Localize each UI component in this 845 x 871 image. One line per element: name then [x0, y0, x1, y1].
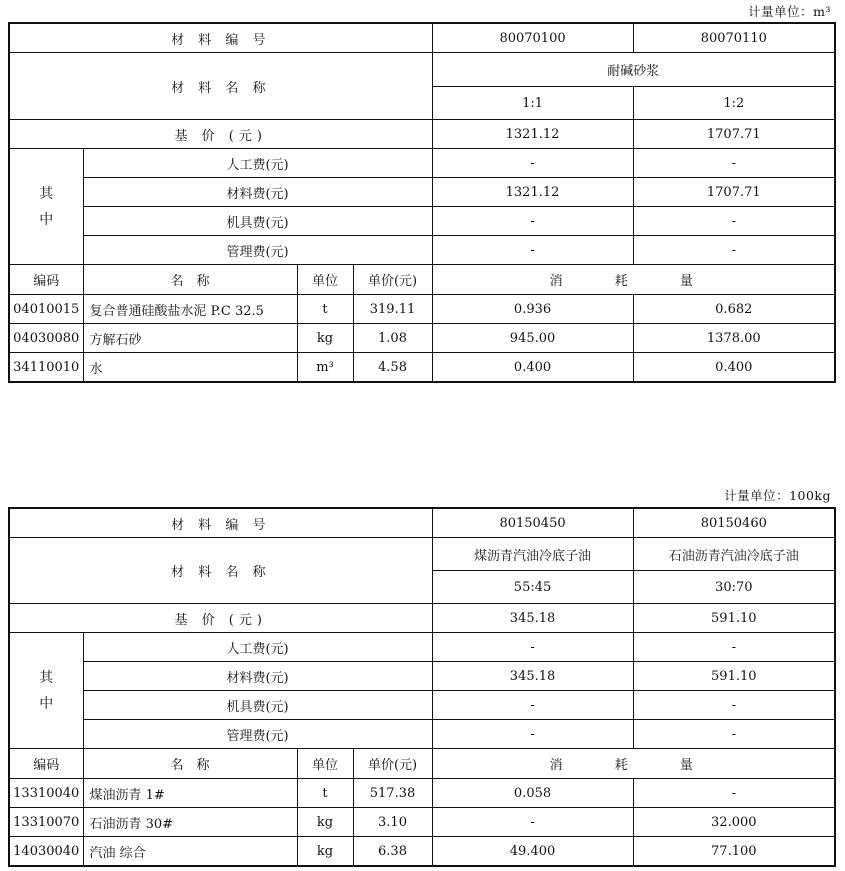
- material-code-label: 材 料 编 号: [9, 508, 432, 538]
- item-unit: t: [297, 779, 353, 808]
- fee-label: 人工费(元): [83, 149, 432, 178]
- material-code-cell: 80150450: [432, 508, 633, 538]
- item-consumption: 0.682: [633, 295, 835, 324]
- breakdown-row: [9, 207, 835, 236]
- item-unit: t: [297, 295, 353, 324]
- item-unit: m³: [297, 353, 353, 383]
- fee-label: 人工费(元): [83, 633, 432, 662]
- table-row: [9, 324, 835, 353]
- item-consumption: -: [432, 808, 633, 837]
- base-price-cell: 591.10: [633, 604, 835, 633]
- item-consumption: 1378.00: [633, 324, 835, 353]
- fee-value: -: [633, 149, 835, 178]
- breakdown-row: [9, 720, 835, 749]
- material-code-cell: 80070100: [432, 23, 633, 53]
- breakdown-label-top: 其: [39, 669, 54, 686]
- material-code-row: [9, 508, 835, 538]
- item-consumption: -: [633, 779, 835, 808]
- material-name-label: 材 料 名 称: [9, 53, 432, 120]
- material-code-row: [9, 23, 835, 53]
- material-name-label: 材 料 名 称: [9, 538, 432, 604]
- item-consumption: 0.936: [432, 295, 633, 324]
- material-name-row: [9, 53, 835, 87]
- fee-label: 材料费(元): [83, 662, 432, 691]
- breakdown-row: [9, 149, 835, 178]
- fee-value: -: [633, 207, 835, 236]
- item-price: 4.58: [353, 353, 432, 383]
- fee-value: 1707.71: [633, 178, 835, 207]
- material-name-row: [9, 538, 835, 571]
- fee-value: -: [432, 633, 633, 662]
- column-header-unit-price: 单价(元): [353, 749, 432, 779]
- fee-value: -: [432, 207, 633, 236]
- item-price: 3.10: [353, 808, 432, 837]
- item-name: 方解石砂: [83, 324, 297, 353]
- item-name: 复合普通硅酸盐水泥 P.C 32.5: [83, 295, 297, 324]
- column-header-code: 编码: [9, 265, 83, 295]
- fee-value: -: [432, 149, 633, 178]
- item-code: 04010015: [9, 295, 83, 324]
- item-price: 517.38: [353, 779, 432, 808]
- unit-note: 计量单位：100kg: [724, 488, 831, 503]
- item-price: 319.11: [353, 295, 432, 324]
- item-unit: kg: [297, 808, 353, 837]
- fee-value: -: [432, 691, 633, 720]
- breakdown-row: [9, 691, 835, 720]
- table-row: [9, 353, 835, 383]
- column-header-consumption: 消 耗 量: [432, 265, 835, 295]
- fee-value: -: [432, 720, 633, 749]
- item-code: 13310070: [9, 808, 83, 837]
- material-name-cell: 石油沥青汽油冷底子油: [633, 538, 835, 571]
- item-code: 34110010: [9, 353, 83, 383]
- column-header-row: [9, 749, 835, 779]
- table-row: [9, 779, 835, 808]
- breakdown-row: [9, 633, 835, 662]
- material-code-label: 材 料 编 号: [9, 23, 432, 53]
- base-price-row: [9, 604, 835, 633]
- item-name: 煤油沥青 1#: [83, 779, 297, 808]
- fee-value: 1321.12: [432, 178, 633, 207]
- column-header-unit: 单位: [297, 749, 353, 779]
- column-header-name: 名 称: [83, 265, 297, 295]
- breakdown-label-bottom: 中: [39, 695, 54, 712]
- material-code-cell: 80070110: [633, 23, 835, 53]
- material-spec-cell: 30:70: [633, 571, 835, 604]
- material-spec-cell: 55:45: [432, 571, 633, 604]
- fee-label: 管理费(元): [83, 720, 432, 749]
- item-consumption: 77.100: [633, 837, 835, 867]
- base-price-cell: 1321.12: [432, 120, 633, 149]
- item-consumption: 0.400: [432, 353, 633, 383]
- fee-label: 管理费(元): [83, 236, 432, 265]
- column-header-consumption: 消 耗 量: [432, 749, 835, 779]
- base-price-cell: 1707.71: [633, 120, 835, 149]
- item-price: 6.38: [353, 837, 432, 867]
- material-spec-cell: 1:2: [633, 87, 835, 120]
- table-row: [9, 295, 835, 324]
- rate-table-primer: [8, 507, 836, 867]
- table-row: [9, 808, 835, 837]
- base-price-label: 基 价 (元): [9, 604, 432, 633]
- fee-value: -: [633, 633, 835, 662]
- breakdown-label: [9, 633, 83, 749]
- column-header-unit: 单位: [297, 265, 353, 295]
- column-header-row: [9, 265, 835, 295]
- column-header-code: 编码: [9, 749, 83, 779]
- item-unit: kg: [297, 837, 353, 867]
- item-consumption: 49.400: [432, 837, 633, 867]
- fee-label: 材料费(元): [83, 178, 432, 207]
- fee-label: 机具费(元): [83, 691, 432, 720]
- item-name: 石油沥青 30#: [83, 808, 297, 837]
- fee-value: -: [633, 236, 835, 265]
- material-group-name: 耐碱砂浆: [432, 53, 835, 87]
- item-consumption: 32.000: [633, 808, 835, 837]
- fee-value: 591.10: [633, 662, 835, 691]
- item-consumption: 0.058: [432, 779, 633, 808]
- breakdown-row: [9, 236, 835, 265]
- table-row: [9, 837, 835, 867]
- item-price: 1.08: [353, 324, 432, 353]
- item-code: 04030080: [9, 324, 83, 353]
- item-name: 水: [83, 353, 297, 383]
- material-code-cell: 80150460: [633, 508, 835, 538]
- column-header-unit-price: 单价(元): [353, 265, 432, 295]
- base-price-row: [9, 120, 835, 149]
- breakdown-label-top: 其: [39, 185, 54, 202]
- unit-note: 计量单位：m³: [748, 4, 831, 19]
- item-name: 汽油 综合: [83, 837, 297, 867]
- material-name-cell: 煤沥青汽油冷底子油: [432, 538, 633, 571]
- fee-label: 机具费(元): [83, 207, 432, 236]
- breakdown-row: [9, 662, 835, 691]
- item-consumption: 945.00: [432, 324, 633, 353]
- base-price-cell: 345.18: [432, 604, 633, 633]
- column-header-name: 名 称: [83, 749, 297, 779]
- breakdown-label-bottom: 中: [39, 211, 54, 228]
- item-consumption: 0.400: [633, 353, 835, 383]
- fee-value: -: [633, 720, 835, 749]
- breakdown-row: [9, 178, 835, 207]
- item-code: 14030040: [9, 837, 83, 867]
- fee-value: -: [633, 691, 835, 720]
- fee-value: 345.18: [432, 662, 633, 691]
- breakdown-label: [9, 149, 83, 265]
- rate-table-mortar: [8, 22, 836, 383]
- item-code: 13310040: [9, 779, 83, 808]
- base-price-label: 基 价 (元): [9, 120, 432, 149]
- item-unit: kg: [297, 324, 353, 353]
- material-spec-cell: 1:1: [432, 87, 633, 120]
- fee-value: -: [432, 236, 633, 265]
